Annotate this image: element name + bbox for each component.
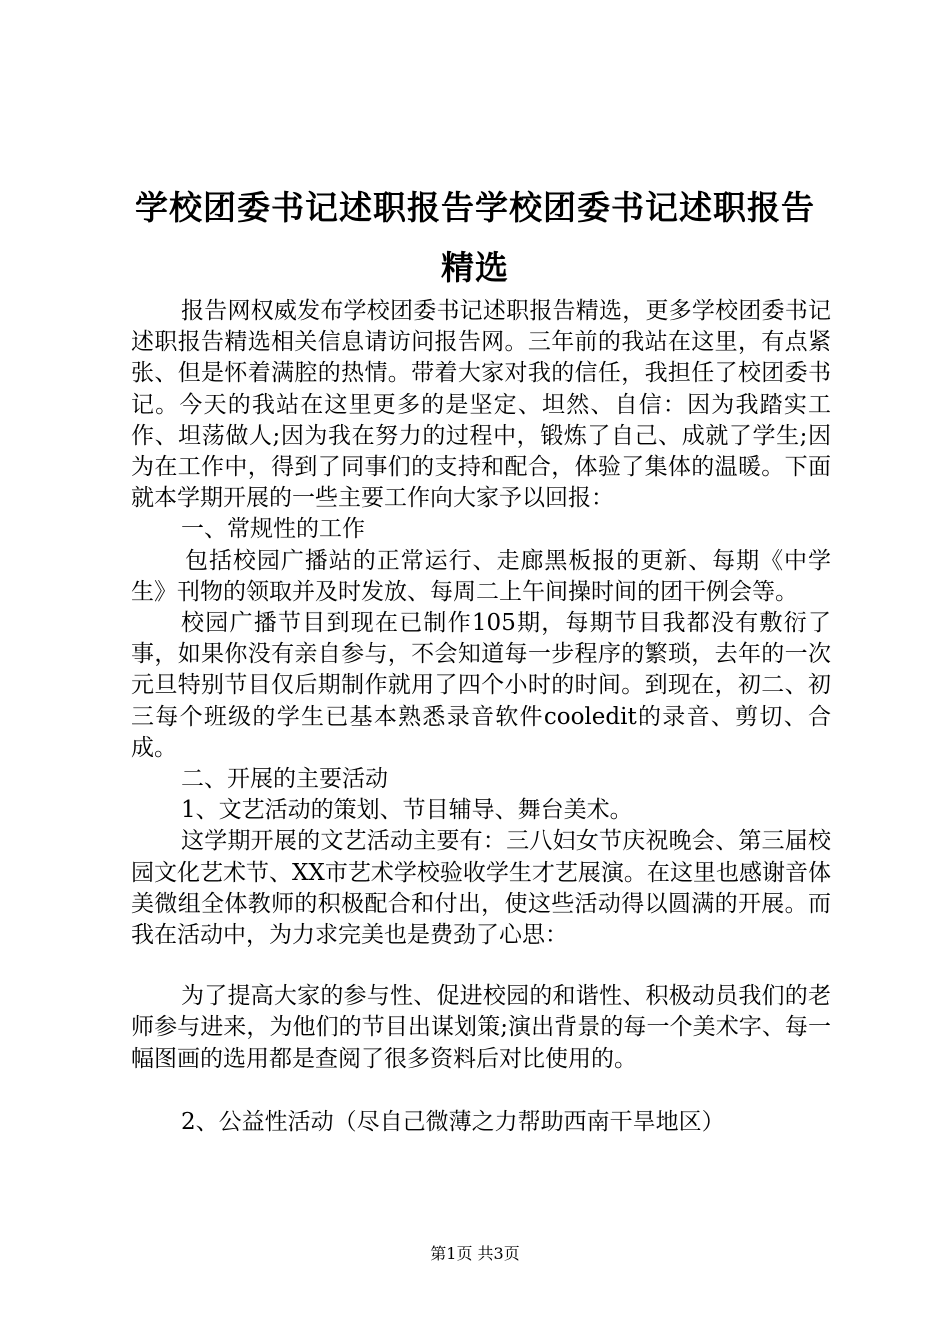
subheading-charity-activities: 2、公益性活动（尽自己微薄之力帮助西南干旱地区） xyxy=(181,1108,725,1135)
page-footer: 第1页 共3页 xyxy=(430,1244,520,1263)
section-heading-main-activities: 二、开展的主要活动 xyxy=(181,766,388,793)
paragraph-arts-activities: 这学期开展的文艺活动主要有：三八妇女节庆祝晚会、第三届校园文化艺术节、XX市艺术学校验收学生才艺展演。在这里也感谢音体美微组全体教师的积极配合和付出，使这些活动得以圆满的开展。而我在活动中，为力求完美也是费劲了心思： xyxy=(131,828,831,949)
paragraph-spacer xyxy=(131,951,831,981)
document-body xyxy=(131,296,831,1138)
paragraph-broadcast: 校园广播节目到现在已制作105期，每期节目我都没有敷衍了事，如果你没有亲自参与，不会知道每一步程序的繁琐，去年的一次元旦特别节目仅后期制作就用了四个小时的时间。到现在，初二、初三每个班级的学生已基本熟悉录音软件cooledit的录音、剪切、合成。 xyxy=(131,610,831,761)
paragraph-spacer xyxy=(131,1075,831,1107)
document-title-line-2: 精选 xyxy=(441,248,509,287)
paragraph-routine-work: 包括校园广播站的正常运行、走廊黑板报的更新、每期《中学生》刊物的领取并及时发放、每周二上午间操时间的团干例会等。 xyxy=(131,547,831,605)
section-heading-routine-work: 一、常规性的工作 xyxy=(181,516,365,543)
paragraph-participation: 为了提高大家的参与性、促进校园的和谐性、积极动员我们的老师参与进来，为他们的节目出谋划策;演出背景的每一个美术字、每一幅图画的选用都是查阅了很多资料后对比使用的。 xyxy=(131,983,831,1072)
subheading-arts-activities: 1、文艺活动的策划、节目辅导、舞台美术。 xyxy=(181,797,633,824)
document-title-line-1: 学校团委书记述职报告学校团委书记述职报告 xyxy=(135,188,815,227)
paragraph-intro: 报告网权威发布学校团委书记述职报告精选，更多学校团委书记述职报告精选相关信息请访问报告网。三年前的我站在这里，有点紧张、但是怀着满腔的热情。带着大家对我的信任，我担任了校团委书记。今天的我站在这里更多的是坚定、坦然、自信：因为我踏实工作、坦荡做人;因为我在努力的过程中，锻炼了自己、成就了学生;因为在工作中，得到了同事们的支持和配合，体验了集体的温暖。下面就本学期开展的一些主要工作向大家予以回报： xyxy=(131,298,831,512)
